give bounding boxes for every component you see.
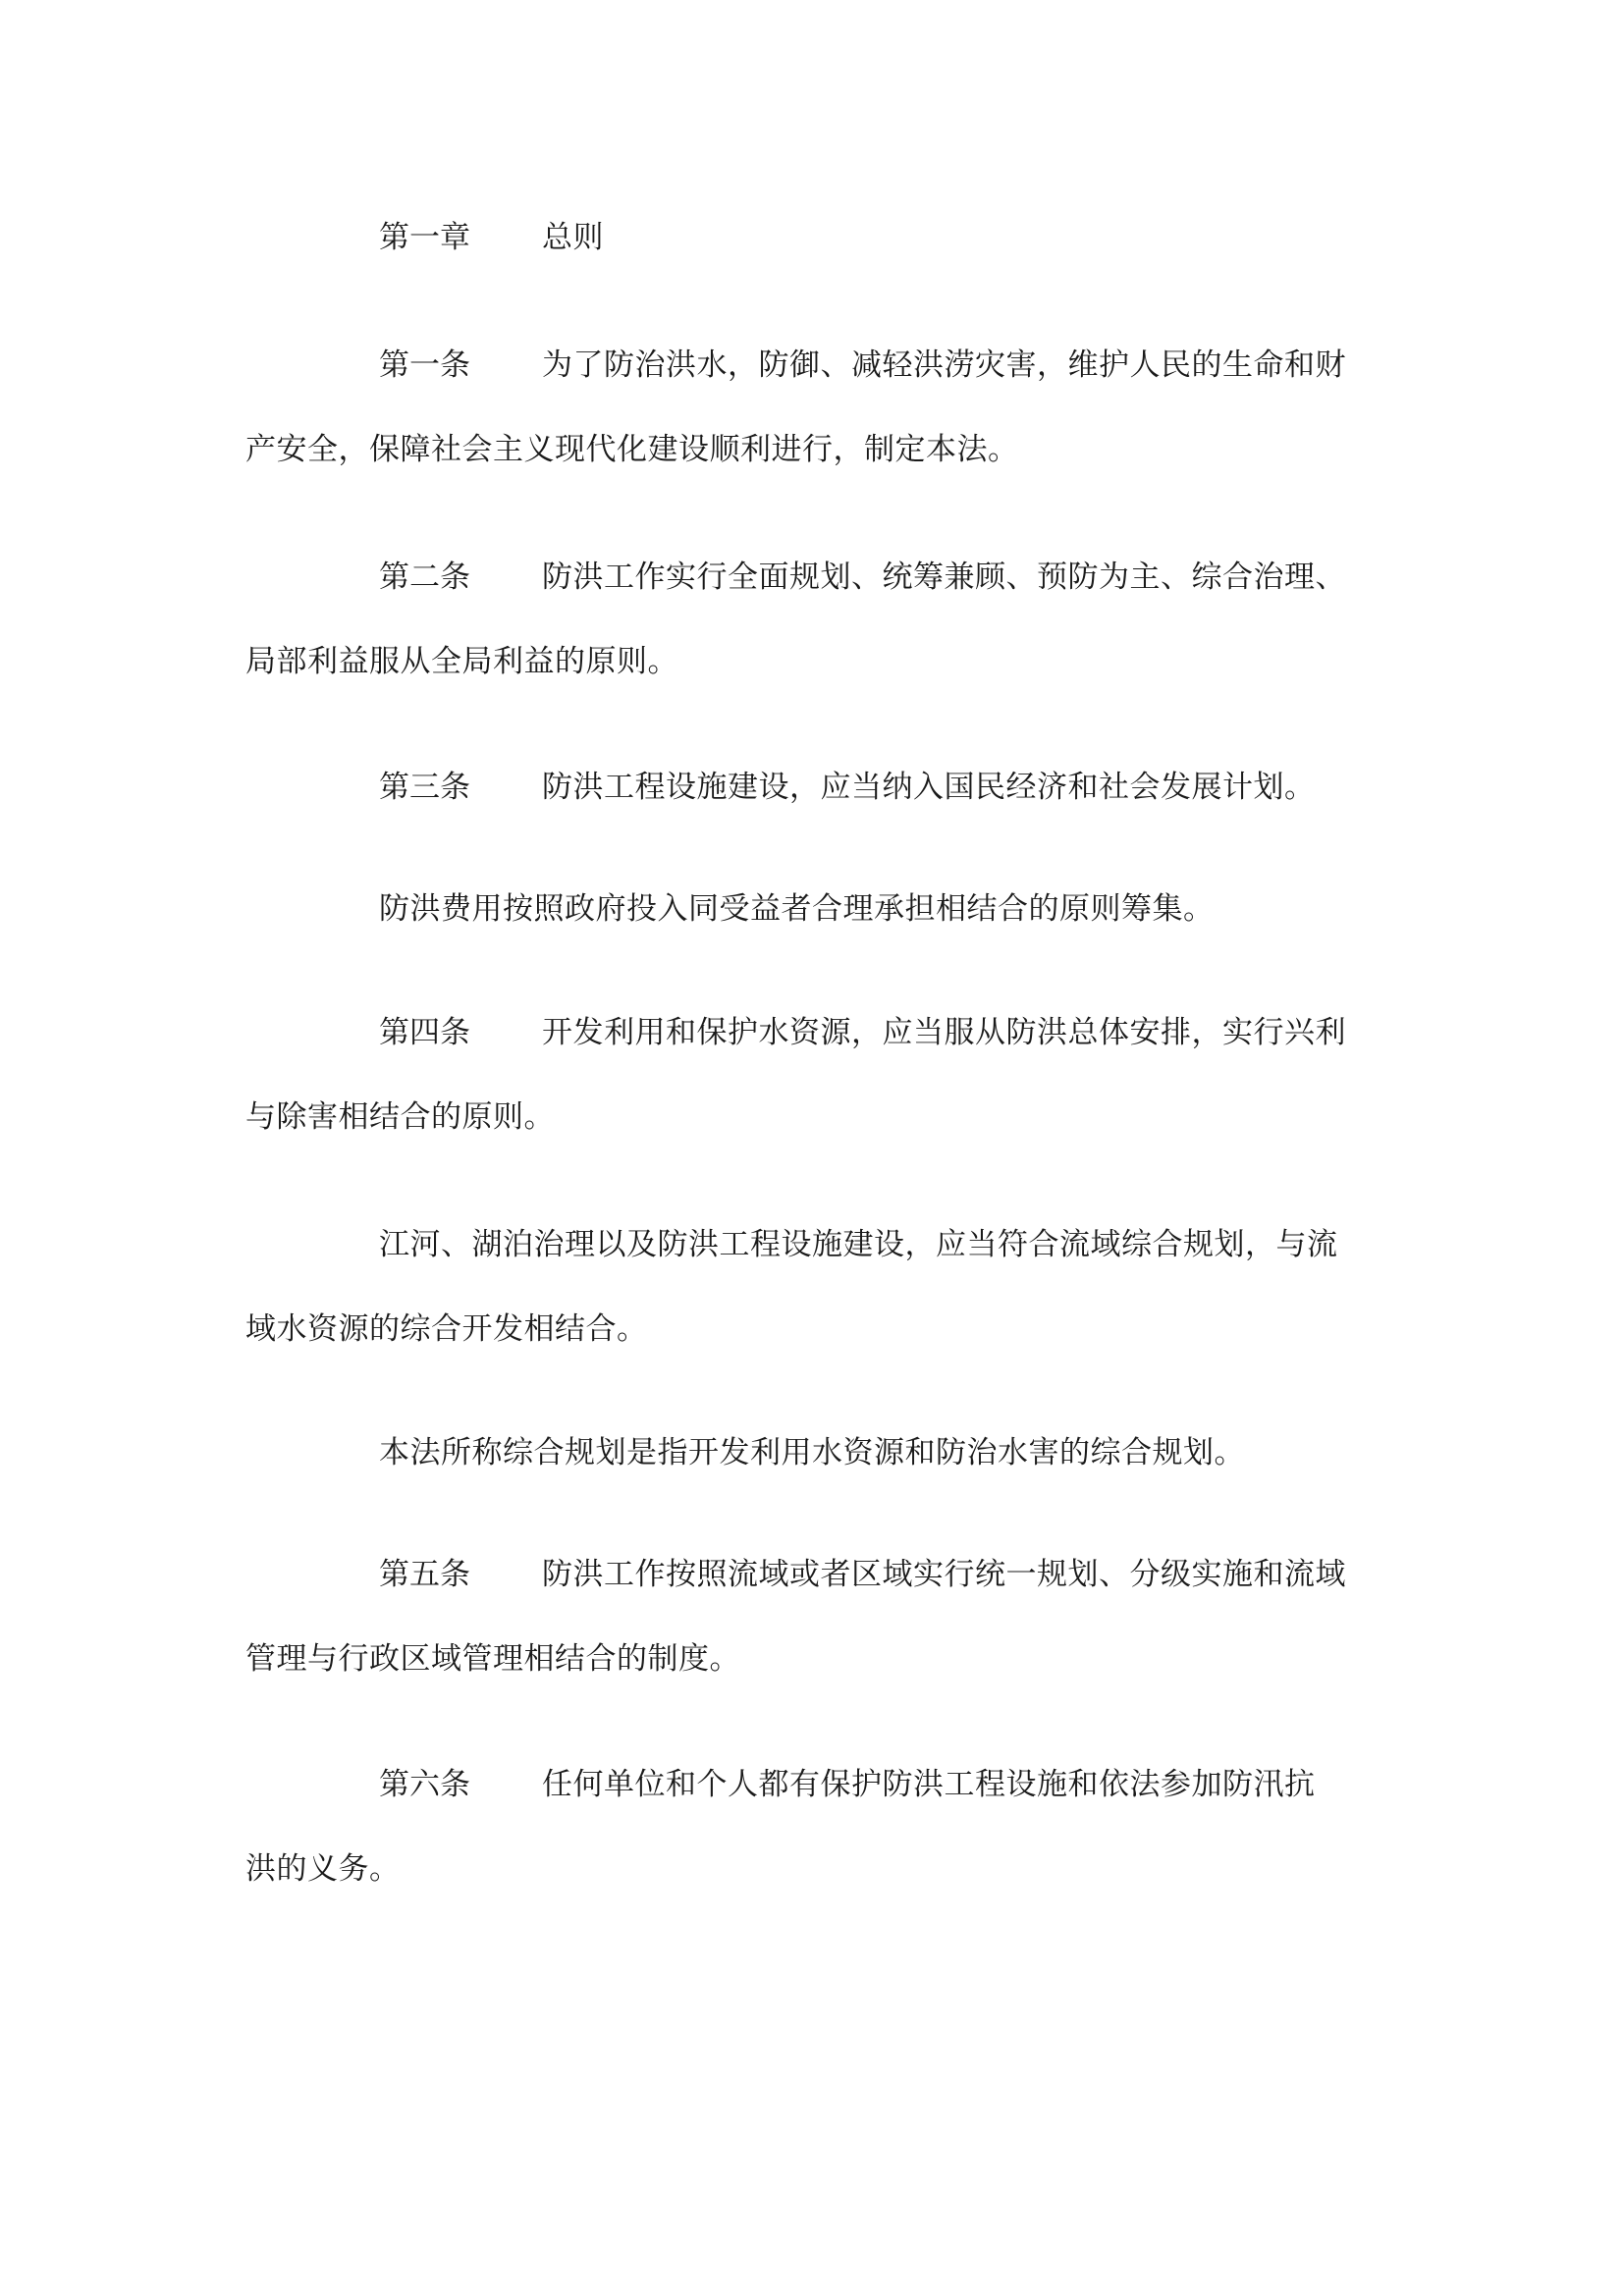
article-5-text-line-2: 管理与行政区域管理相结合的制度。 (245, 1641, 740, 1677)
article-5-text-line-1: 防洪工作按照流域或者区域实行统一规划、分级实施和流域 (542, 1557, 1346, 1592)
article-4-paragraph-3: 本法所称综合规划是指开发利用水资源和防治水害的综合规划。 (379, 1435, 1245, 1470)
article-5-label: 第五条 (379, 1557, 470, 1592)
article-6-text-line-1: 任何单位和个人都有保护防洪工程设施和依法参加防汛抗 (542, 1767, 1316, 1802)
article-1-text-line-1: 为了防治洪水，防御、减轻洪涝灾害，维护人民的生命和财 (542, 347, 1346, 383)
chapter-label: 第一章 (379, 220, 470, 255)
article-4-paragraph-2-line-1: 江河、湖泊治理以及防洪工程设施建设，应当符合流域综合规划，与流 (379, 1227, 1338, 1262)
article-3-text-line-1: 防洪工程设施建设，应当纳入国民经济和社会发展计划。 (542, 770, 1316, 805)
article-4-text-line-2: 与除害相结合的原则。 (245, 1099, 555, 1135)
article-3-label: 第三条 (379, 770, 470, 805)
article-6-label: 第六条 (379, 1767, 470, 1802)
article-4-text-line-1: 开发利用和保护水资源，应当服从防洪总体安排，实行兴利 (542, 1015, 1346, 1050)
article-4-label: 第四条 (379, 1015, 470, 1050)
article-3-paragraph-2: 防洪费用按照政府投入同受益者合理承担相结合的原则筹集。 (379, 891, 1215, 927)
article-1-label: 第一条 (379, 347, 470, 383)
article-4-paragraph-2-line-2: 域水资源的综合开发相结合。 (245, 1311, 648, 1347)
article-2-text-line-2: 局部利益服从全局利益的原则。 (245, 644, 678, 679)
article-2-label: 第二条 (379, 560, 470, 595)
article-1-text-line-2: 产安全，保障社会主义现代化建设顺利进行，制定本法。 (245, 432, 1019, 467)
article-2-text-line-1: 防洪工作实行全面规划、统筹兼顾、预防为主、综合治理、 (542, 560, 1346, 595)
article-6-text-line-2: 洪的义务。 (245, 1851, 401, 1887)
chapter-title: 总则 (542, 220, 604, 255)
